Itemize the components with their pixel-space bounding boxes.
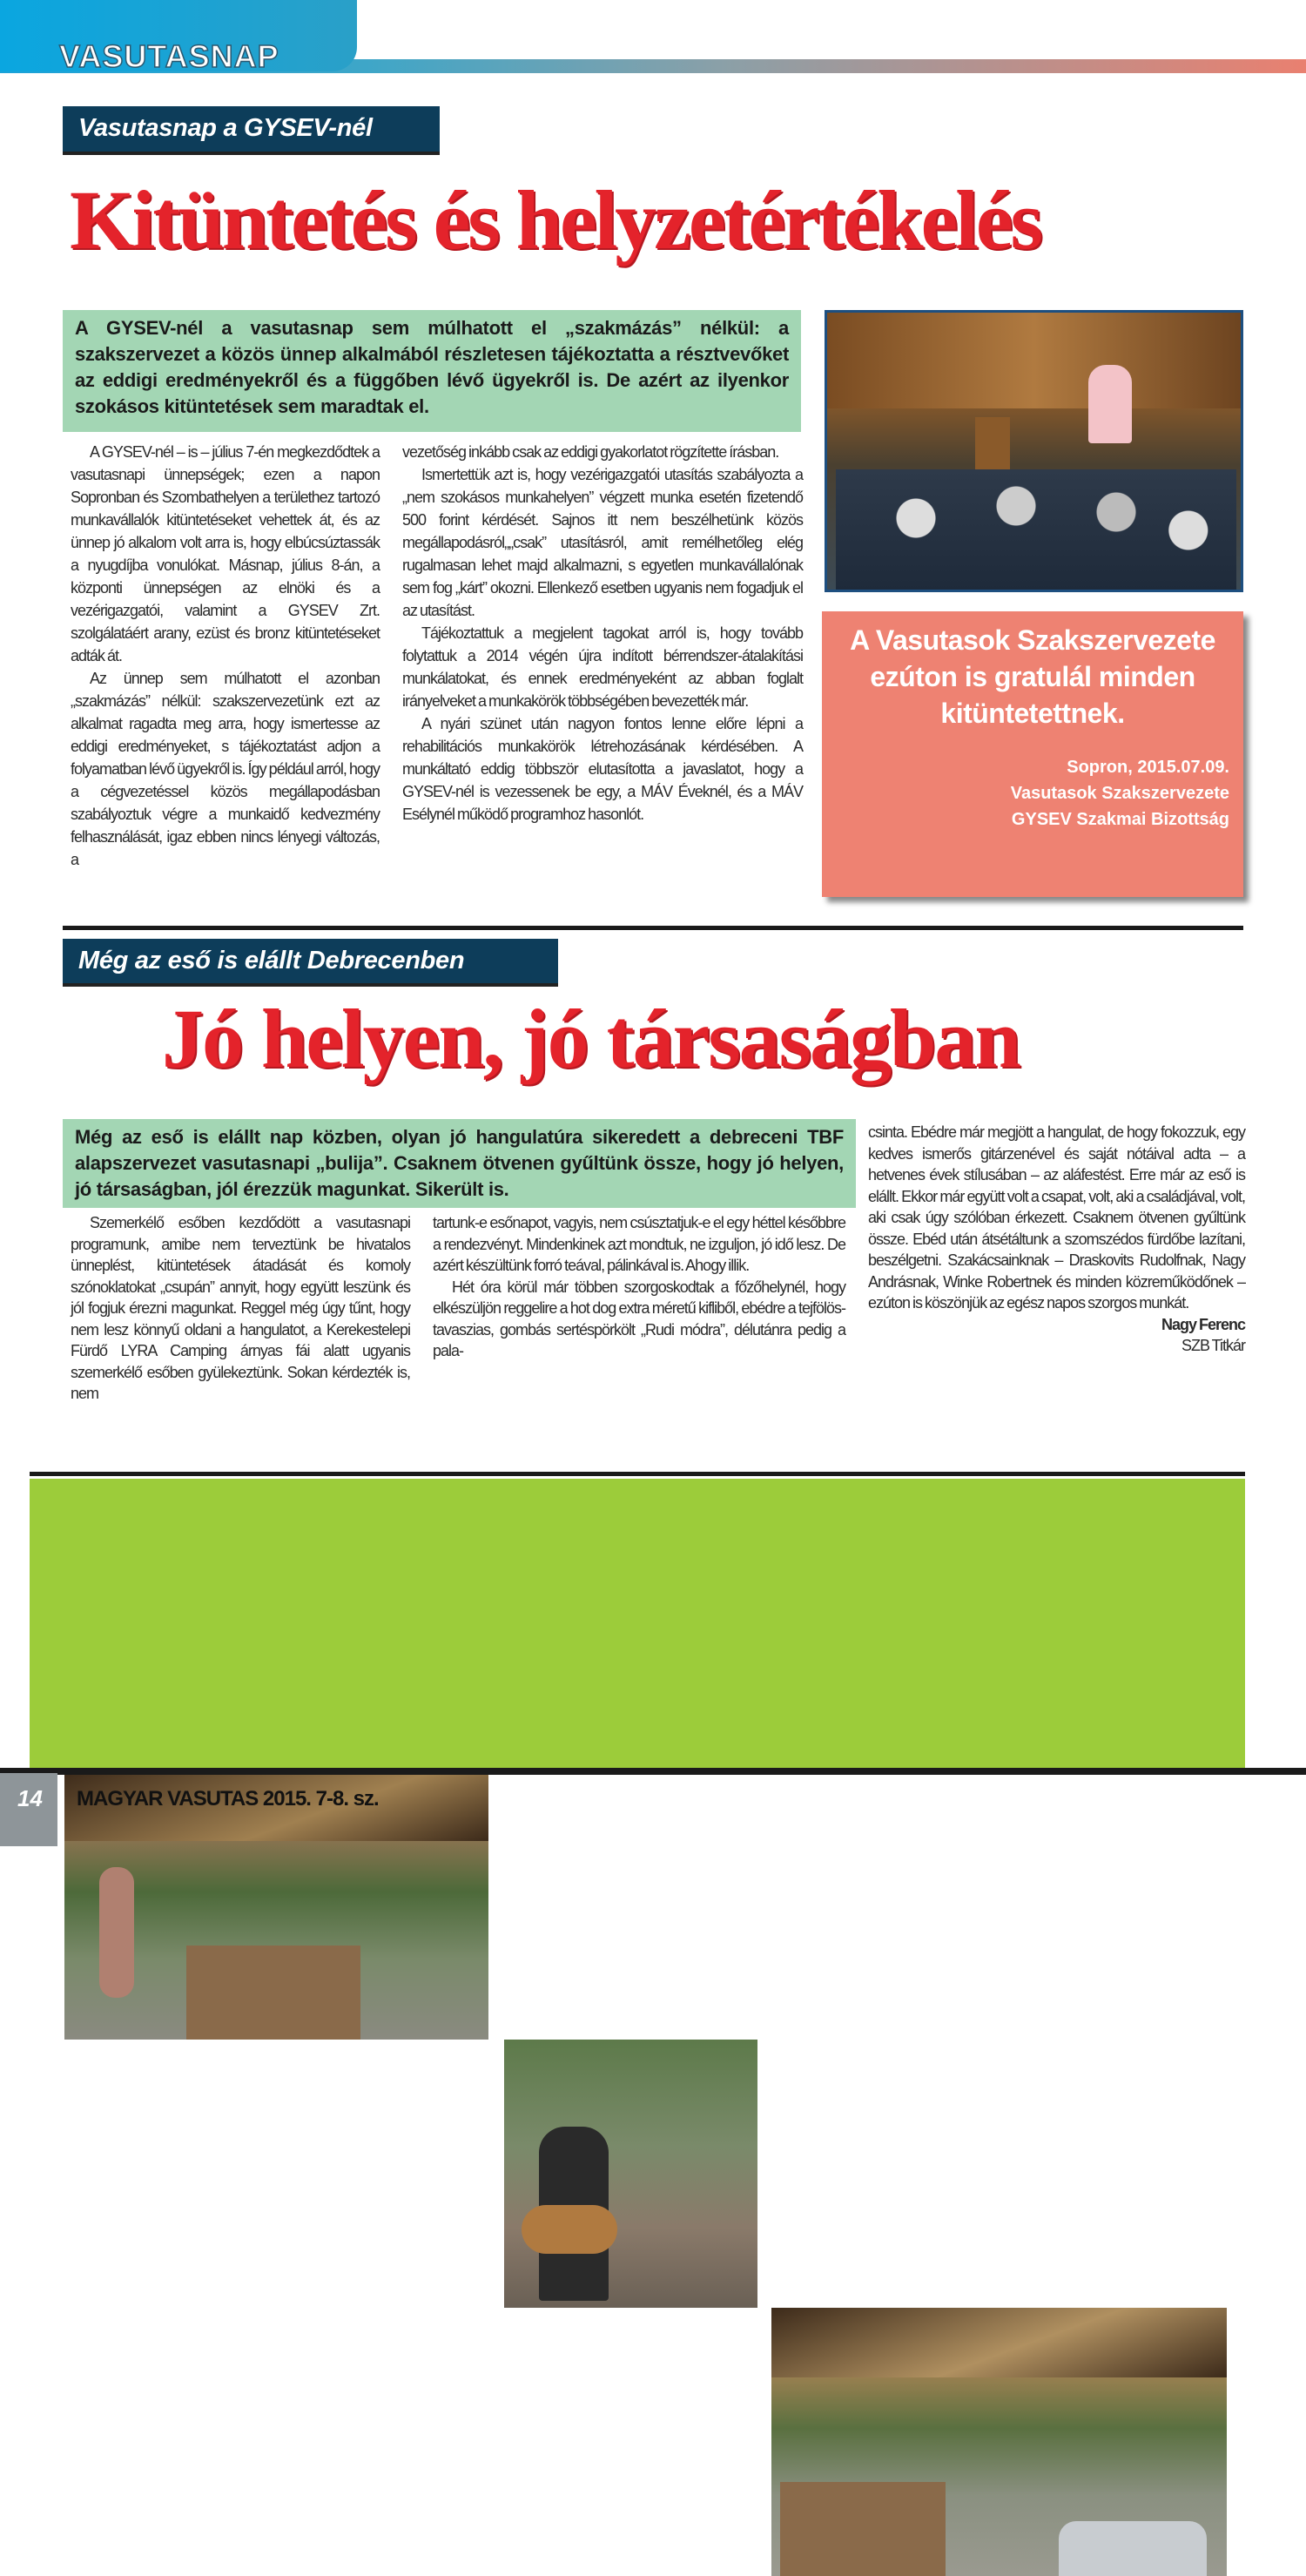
paragraph: Ismertettük azt is, hogy vezérigazgatói utasítás szabályozta a „nem szokásos munkahelyen” végzett munka esetén fizetendő 500 forint kérdését. Sajnos itt nem beszélhetünk közös megállapodásról„„csak” utasításról, amit remélhetőleg elég rugalmasan lehet majd alkalmazni, s egyetlen munkavállalónak sem fog „kárt” okozni. Ellenkező esetben ugyanis nem fogadjuk el az utasítást. [402,466,803,619]
page-number: 14 [17,1785,43,1811]
guitarist-photo [504,2040,757,2308]
box-org-1: Vasutasok Szakszervezete [1010,784,1229,803]
paragraph: Hét óra körül már többen szorgoskodtak a főzőhelynél, hogy elkészüljön reggelire a hot dog extra méretű kifliből, ebédre a tejfölös-tavaszias, gombás sertéspörkölt „Rudi módra”, délutánra pedig a pala- [433,1278,845,1359]
article2-column-3 [868,1122,1245,1357]
photo-divider [30,1472,1245,1476]
article1-column-1 [71,441,380,871]
paragraph: A nyári szünet után nagyon fontos lenne előre lépni a rehabilitációs munkakörök létrehozásának kérdésében. A munkáltató eddig többször elutasította a javaslatot, hogy a GYSEV-nél is vezessenek be egy, a MÁV Éveknél, és a MÁV Esélynél működő programhoz hasonlót. [402,715,803,823]
paragraph: Tájékoztattuk a megjelent tagokat arról is, hogy tovább folytattuk a 2014 végén újra indított bérrendszer-átalakítási munkálatokat, és ennek eredményeként az abban foglalt irányelveket a munkakörök többségében bevezették már. [402,624,803,710]
ceremony-photo [825,310,1243,592]
article2-lead: Még az eső is elállt nap közben, olyan jó hangulatúra sikeredett a debreceni TBF alapszervezet vasutasnapi „bulija”. Csaknem ötvenen gyűltünk össze, hogy jó helyen, jó társaságban, jól érezzük magunkat. Sikerült is. [63,1119,856,1208]
article2-column-2 [433,1212,845,1362]
article-divider [63,926,1243,930]
picnic-photo-1 [64,1771,488,2040]
congratulation-box [822,611,1243,897]
congratulation-message: A Vasutasok Szakszervezete ezúton is gratulál minden kitüntetettnek. [850,624,1215,729]
article2-title: Jó helyen, jó társaságban [162,992,1020,1085]
author-name: Nagy Ferenc [1161,1315,1245,1333]
article1-lead: A GYSEV-nél a vasutasnap sem múlhatott el „szakmázás” nélkül: a szakszervezet a közös ünnep alkalmából részletesen tájékoztatta a résztvevőket az eddigi eredményekről és a függőben lévő ügyekről is. De azért az ilyenkor szokásos kitüntetések sem maradtak el. [63,310,801,432]
paragraph: csinta. Ebédre már megjött a hangulat, de hogy fokozzuk, egy kedves ismerős gitárzenével és saját nótáival adta – a hetvenes évek stílusában – az aláfestést. Erre már az eső is elállt. Ekkor már együtt volt a csapat, volt, aki a családjával, volt, aki csak úgy szólóban érkezett. Csaknem ötvenen gyűltünk össze. Ebéd után átsétáltunk a szomszédos fürdőbe lazítani, beszélgetni. Szakácsainknak – Draskovits Rudolfnak, Nagy Andrásnak, Winke Robertnek és minden közreműködőnek – ezúton is köszönjük az egész napos szorgos munkát. [868,1123,1245,1312]
paragraph: A GYSEV-nél – is – július 7-én megkezdődtek a vasutasnapi ünnepségek; ezen a napon Sopronban és Szombathelyen a területhez tartozó munkavállalók kitüntetéseket vehettek át, és az ünnep jó alkalom volt arra is, hogy elbúcsúztassák a nyugdíjba vonulókat. Másnap, július 8-án, a központi ünnepségen az elnöki és a vezérigazgatói, valamint a GYSEV Zrt. szolgálatáért arany, ezüst és bronz kitüntetéseket adták át. [71,443,380,664]
box-place-date: Sopron, 2015.07.09. [1067,758,1229,777]
picnic-photo-2 [771,2308,1227,2576]
photo-band [30,1479,1245,1768]
paragraph: Szemerkélő esőben kezdődött a vasutasnapi programunk, amibe nem terveztünk be hivatalos ünneplést, kitüntetések átadását és komoly szónoklatokat „csupán” annyit, hogy együtt leszünk és jól fogjuk érezni magunkat. Reggel még úgy tűnt, hogy nem lesz könnyű oldani a hangulatot, a Kerekestelepi Fürdő LYRA Camping árnyas fái alatt ugyanis szemerkélő esőben gyülekeztünk. Sokan kérdezték is, nem [71,1214,410,1402]
publication-info: MAGYAR VASUTAS 2015. 7-8. sz. [77,1787,379,1811]
section-title: VASUTASNAP [59,38,279,74]
box-org-2: GYSEV Szakmai Bizottság [1011,810,1229,829]
article2-column-1 [71,1212,410,1405]
author-role: SZB Titkár [1181,1337,1245,1354]
header-white-area [357,0,1306,59]
article2-kicker: Még az eső is elállt Debrecenben [63,939,558,987]
paragraph: Az ünnep sem múlhatott el azonban „szakmázás” nélkül: szakszervezetünk ezt az alkalmat ragadta meg arra, hogy ismertesse az eddigi eredményeket, s tájékoztatást adjon a folyamatban lévő ügyekről is. Így például arról, hogy a cégvezetéssel közös megállapodásban szabályoztuk végre a munkaidő kedvezmény felhasználását, igaz ebben nincs lényegi változás, a [71,670,380,868]
article1-kicker: Vasutasnap a GYSEV-nél [63,106,440,155]
paragraph: vezetőség inkább csak az eddigi gyakorlatot rögzítette írásban. [402,443,779,461]
article1-column-2 [402,441,803,826]
article1-title: Kitüntetés és helyzetértékelés [70,173,1040,266]
paragraph: tartunk-e esőnapot, vagyis, nem csúsztatjuk-e el egy héttel későbbre a rendezvényt. Mindenkinek azt mondtuk, ne izguljon, jó idő lesz. De azért készültünk forró teával, pálinkával is. Ahogy illik. [433,1214,845,1274]
footer-rule [0,1768,1306,1775]
